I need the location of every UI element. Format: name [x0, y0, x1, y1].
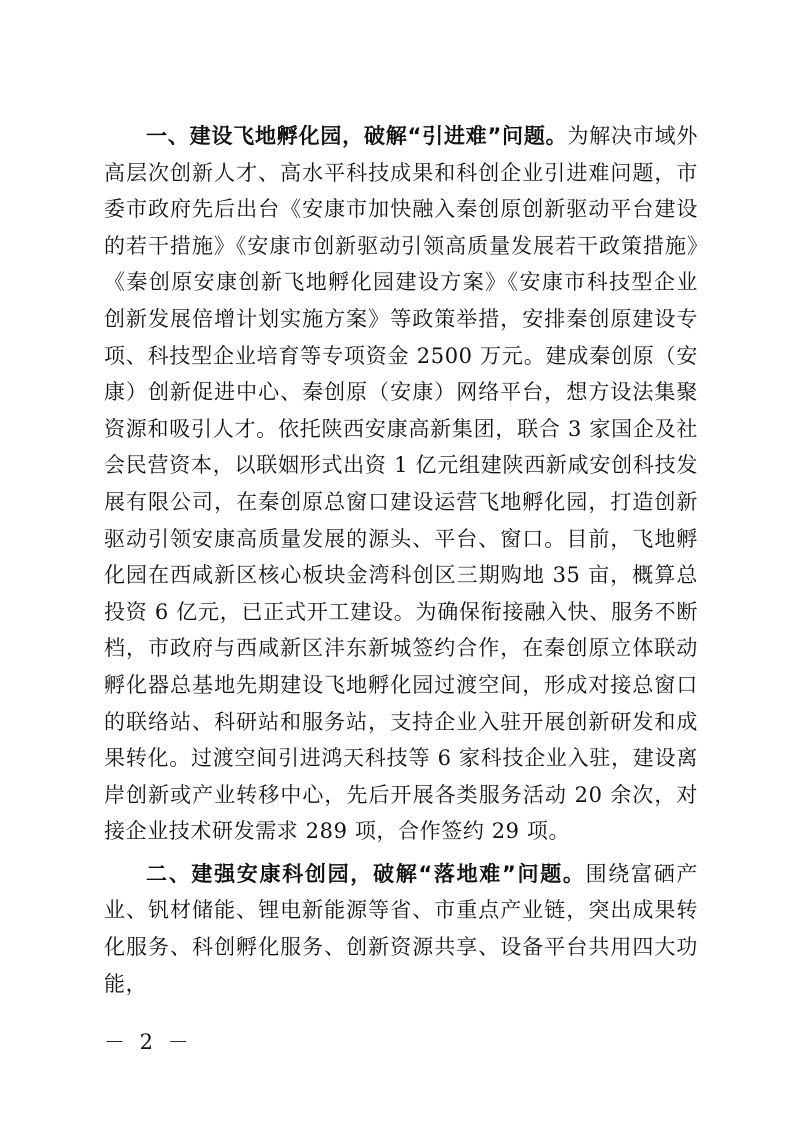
paragraph-heading: 一、建设飞地孵化园，破解“引进难”问题。 — [146, 124, 568, 148]
page-number: － 2 － — [104, 1030, 193, 1054]
paragraph-text: 为解决市域外高层次创新人才、高水平科技成果和科创企业引进难问题，市委市政府先后出台《安康市加快融入秦创原创新驱动平台建设的若干措施》《安康市创新驱动引领高质量发展若干政策措施》《秦创原安康创新飞地孵化园建设方案》《安康市科技型企业创新发展倍增计划实施方案》等政策举措，安排秦创原建设专项、科技型企业培育等专项资金 2500 万元。建成秦创原（安康）创新促进中心、秦创原（安康）网络平台，想方设法集聚资源和吸引人才。依托陕西安康高新集团，联合 3 家国企及社会民营资本，以联姻形式出资 1 亿元组建陕西新咸安创科技发展有限公司，在秦创原总窗口建设运营飞地孵化园，打造创新驱动引领安康高质量发展的源头、平台、窗口。目前，飞地孵化园在西咸新区核心板块金湾科创区三期购地 35 亩，概算总投资 6 亿元，已正式开工建设。为确保衔接融入快、服务不断档，市政府与西咸新区沣东新城签约合作，在秦创原立体联动孵化器总基地先期建设飞地孵化园过渡空间，形成对接总窗口的联络站、科研站和服务站，支持企业入驻开展创新研发和成果转化。过渡空间引进鸿天科技等 6 家科技企业入驻，建设离岸创新或产业转移中心，先后开展各类服务活动 20 余次，对接企业技术研发需求 289 项，合作签约 29 项。 — [104, 124, 698, 844]
paragraph-flying-land-incubator — [104, 118, 698, 850]
document-body — [104, 118, 698, 1002]
paragraph-heading: 二、建强安康科创园，破解“落地难”问题。 — [146, 861, 586, 886]
paragraph-text: 围绕富硒产业、钒材储能、锂电新能源等省、市重点产业链，突出成果转化服务、科创孵化服务、创新资源共享、设备平台共用四大功能， — [104, 861, 699, 996]
paragraph-science-park — [104, 856, 698, 1002]
